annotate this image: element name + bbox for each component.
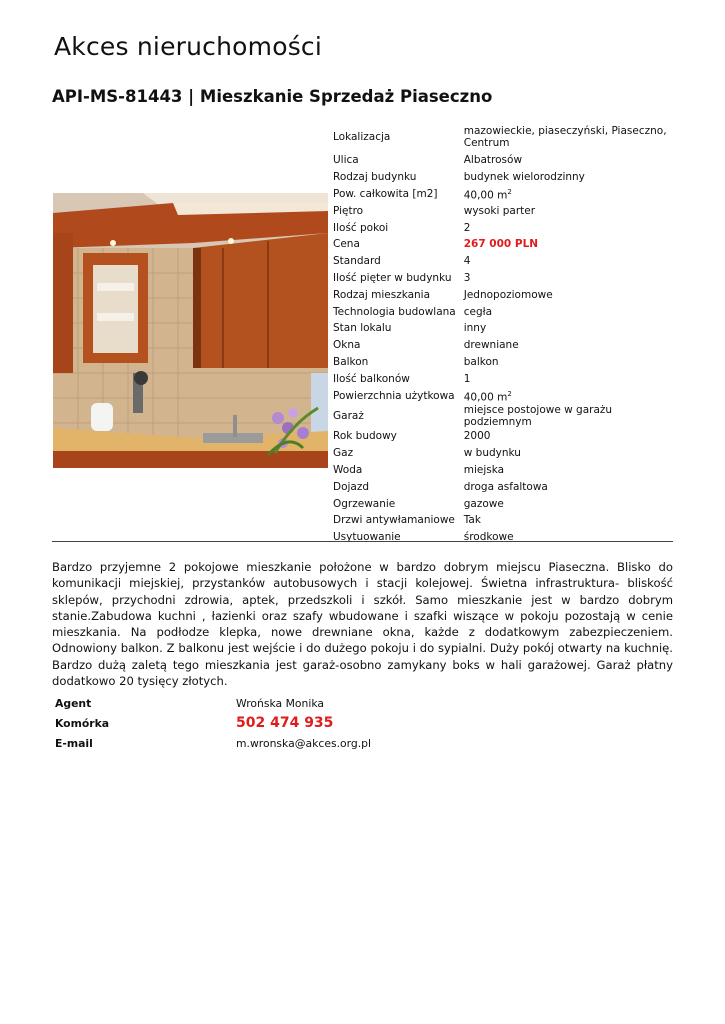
- label-lokalizacja: Lokalizacja: [333, 131, 391, 143]
- row-garaz: [329, 404, 674, 428]
- label-garaz: Garaż: [333, 409, 364, 422]
- agent-label: Agent: [55, 696, 92, 710]
- label-ogrzewanie: Ogrzewanie: [333, 497, 396, 510]
- row-pow-calkowita: [329, 186, 674, 203]
- row-dojazd: [329, 478, 674, 495]
- email-address[interactable]: m.wronska@akces.org.pl: [236, 736, 372, 750]
- label-pietro: Piętro: [333, 204, 364, 217]
- row-ilosc-pieter: [329, 270, 674, 287]
- label-balkon: Balkon: [333, 355, 369, 368]
- label-technologia: Technologia budowlana: [333, 305, 456, 318]
- value-pow-calkowita-number: 40,00 m: [463, 189, 508, 202]
- mobile-label: Komórka: [55, 716, 110, 730]
- row-ilosc-pokoi: [329, 219, 674, 236]
- row-gaz: [329, 445, 674, 462]
- label-rodzaj-mieszkania: Rodzaj mieszkania: [333, 288, 431, 301]
- value-ulica: Albatrosów: [463, 154, 523, 167]
- label-drzwi: Drzwi antywłamaniowe: [333, 514, 455, 527]
- value-rodzaj-budynku: budynek wielorodzinny: [463, 171, 585, 184]
- label-ilosc-pokoi: Ilość pokoi: [333, 221, 389, 234]
- value-ilosc-balkonow: 1: [463, 372, 471, 385]
- brand-title: Akces nieruchomości: [54, 32, 323, 61]
- row-balkon: [329, 354, 674, 371]
- email-row: [55, 733, 371, 753]
- row-powierzchnia-uzytkowa: [329, 387, 674, 404]
- value-ogrzewanie: gazowe: [463, 497, 504, 510]
- row-technologia: [329, 303, 674, 320]
- agent-contact-table: [55, 693, 371, 753]
- label-woda: Woda: [333, 463, 363, 476]
- value-gaz: w budynku: [463, 447, 521, 460]
- value-technologia: cegła: [463, 305, 493, 318]
- row-standard: [329, 253, 674, 270]
- value-cena: 267 000 PLN: [463, 238, 539, 251]
- label-stan-lokalu: Stan lokalu: [333, 322, 392, 335]
- kitchen-photo: [53, 193, 328, 468]
- value-powierzchnia-uzytkowa: [460, 387, 674, 404]
- label-ilosc-balkonow: Ilość balkonów: [333, 372, 410, 385]
- value-ilosc-pokoi: 2: [463, 221, 471, 234]
- listing-title: API-MS-81443 | Mieszkanie Sprzedaż Piaseczno: [52, 87, 493, 106]
- row-stan-lokalu: [329, 320, 674, 337]
- row-pietro: [329, 202, 674, 219]
- label-usytuowanie: Usytuowanie: [333, 531, 401, 544]
- value-rodzaj-mieszkania: Jednopoziomowe: [463, 288, 553, 301]
- value-pow-calkowita-sup: 2: [507, 188, 512, 197]
- value-drzwi: Tak: [463, 514, 481, 527]
- value-woda: miejska: [463, 463, 505, 476]
- label-ulica: Ulica: [333, 154, 359, 167]
- value-balkon: balkon: [463, 355, 499, 368]
- label-dojazd: Dojazd: [333, 480, 370, 493]
- row-rodzaj-mieszkania: [329, 286, 674, 303]
- email-label: E-mail: [55, 736, 93, 750]
- property-details-table: [329, 122, 674, 546]
- label-pow-calkowita: Pow. całkowita [m2]: [333, 187, 438, 200]
- mobile-number[interactable]: 502 474 935: [236, 715, 334, 731]
- section-divider: [52, 541, 673, 542]
- row-lokalizacja: [329, 122, 674, 152]
- value-pow-calkowita: [460, 186, 674, 203]
- label-rodzaj-budynku: Rodzaj budynku: [333, 171, 417, 184]
- value-okna: drewniane: [463, 339, 519, 352]
- label-gaz: Gaz: [333, 447, 354, 460]
- label-powierzchnia-uzytkowa: Powierzchnia użytkowa: [333, 389, 455, 402]
- row-usytuowanie: [329, 529, 674, 546]
- value-stan-lokalu: inny: [463, 322, 487, 335]
- row-ilosc-balkonow: [329, 370, 674, 387]
- value-garaz: miejsce postojowe w garażu podziemnym: [463, 403, 613, 428]
- agent-row: [55, 693, 371, 713]
- row-drzwi: [329, 512, 674, 529]
- label-ilosc-pieter: Ilość pięter w budynku: [333, 271, 452, 284]
- row-ogrzewanie: [329, 495, 674, 512]
- row-woda: [329, 462, 674, 479]
- label-okna: Okna: [333, 339, 361, 352]
- value-ilosc-pieter: 3: [463, 271, 471, 284]
- row-cena: [329, 236, 674, 253]
- value-powierzchnia-uzytkowa-number: 40,00 m: [463, 391, 508, 404]
- label-cena: Cena: [333, 238, 360, 251]
- row-okna: [329, 337, 674, 354]
- mobile-row: [55, 713, 371, 733]
- listing-description: Bardzo przyjemne 2 pokojowe mieszkanie położone w bardzo dobrym miejscu Piaseczna. Blisko do komunikacji miejskiej, przystanków autobusowych i stacji kolejowej. Świetna infrastruktura- bliskość sklepów, przychodni zdrowia, aptek, przedszkoli i szkół. Samo mieszkanie jest w bardzo dobrym stanie.Zabudowa kuchni , łazienki oraz szafy wbudowane i szafki wiszące w pokoju pozostają w cenie mieszkania. Na podłodze klepka, nowe drewniane okna, każde z dodatkowym zabezpieczeniem. Odnowiony balkon. Z balkonu jest wejście i do dużego pokoju i do sypialni. Duży pokój otwarty na kuchnię. Bardzo dużą zaletą tego mieszkania jest garaż-osobno zamykany boks w hali garażowej. Garaż płatny dodatkowo 20 tysięcy złotych.: [52, 560, 673, 689]
- label-rok-budowy: Rok budowy: [333, 430, 397, 443]
- value-usytuowanie: środkowe: [463, 531, 514, 544]
- row-rok-budowy: [329, 428, 674, 445]
- value-standard: 4: [463, 255, 471, 268]
- value-pietro: wysoki parter: [463, 204, 536, 217]
- label-standard: Standard: [333, 255, 381, 268]
- value-rok-budowy: 2000: [463, 430, 491, 443]
- value-powierzchnia-uzytkowa-sup: 2: [507, 389, 512, 398]
- value-lokalizacja: mazowieckie, piaseczyński, Piaseczno, Centrum: [463, 125, 667, 149]
- value-dojazd: droga asfaltowa: [463, 480, 548, 493]
- row-ulica: [329, 152, 674, 169]
- agent-name: Wrońska Monika: [236, 696, 325, 710]
- row-rodzaj-budynku: [329, 169, 674, 186]
